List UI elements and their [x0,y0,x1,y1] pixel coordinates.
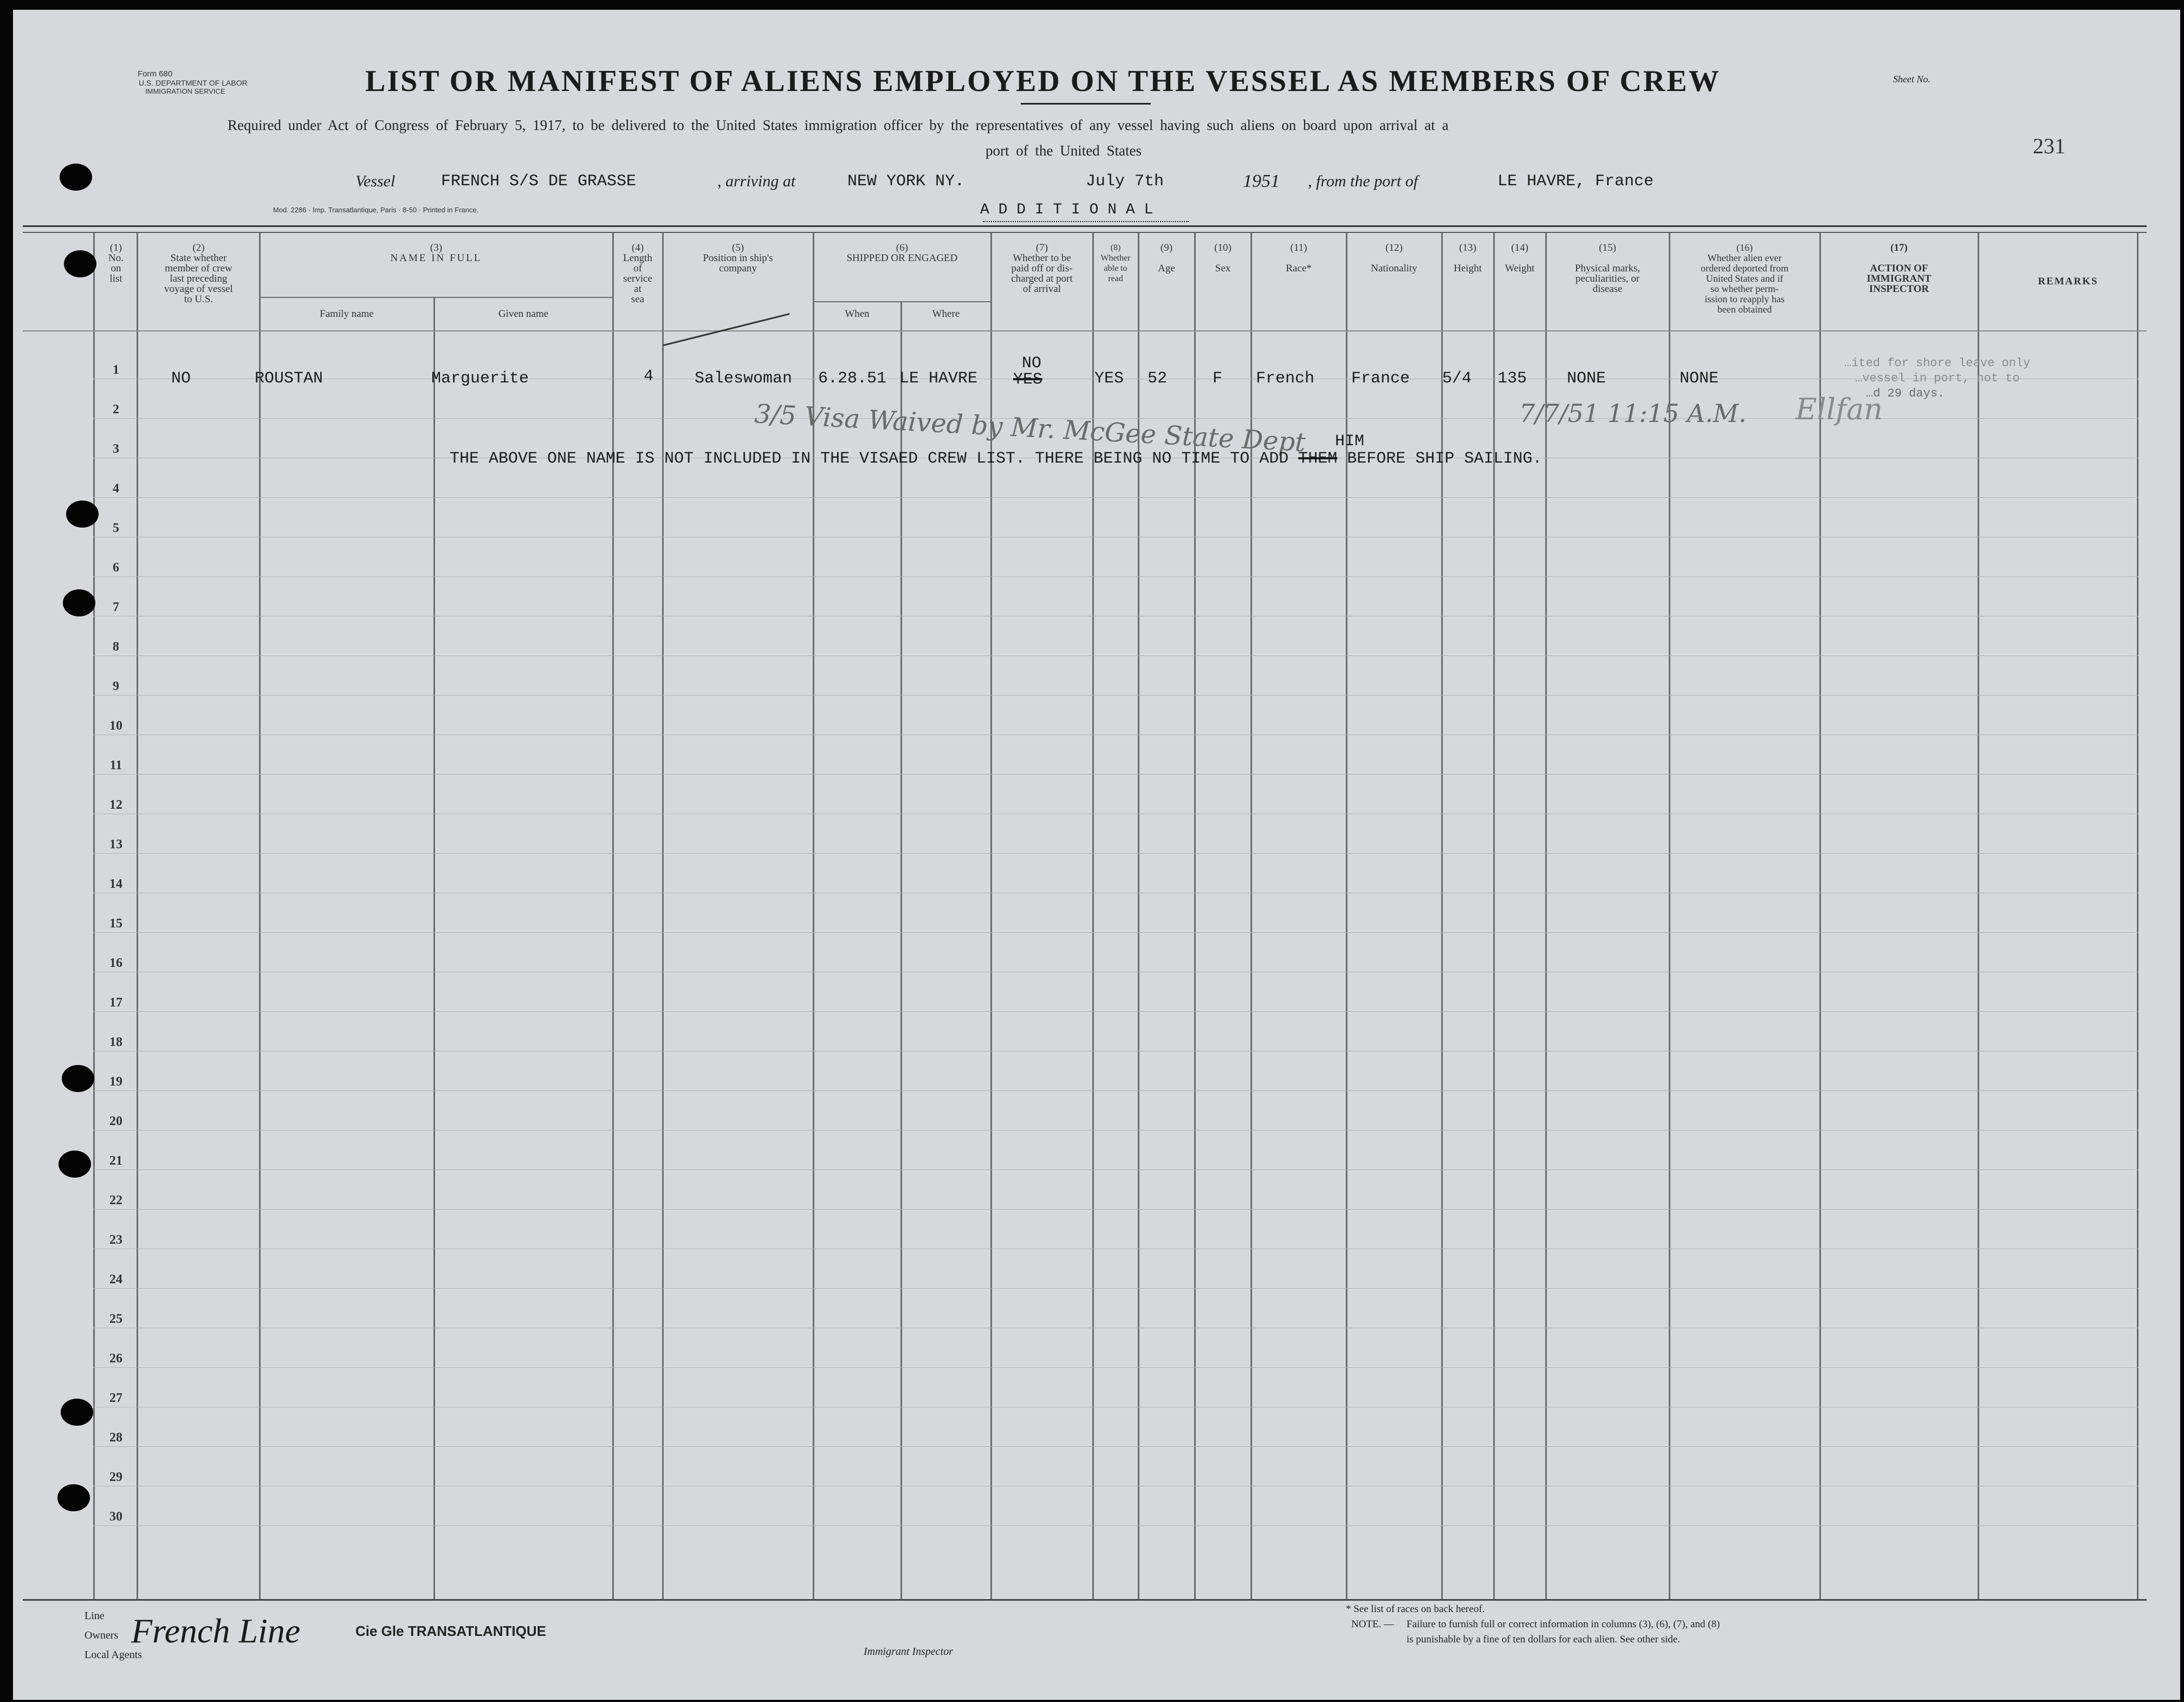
given-name-header: Given name [498,308,549,320]
col-label: No. on list [108,252,124,284]
col-rule [1819,233,1821,1599]
manifest-sheet [13,10,2180,1700]
col-label: Whether to be paid off or dis- charged at port of arrival [1011,252,1073,295]
row-rule [93,1367,2138,1368]
row-number: 28 [109,1431,122,1445]
row-rule [93,695,2138,696]
punch-hole [66,501,99,528]
entry-weight: 135 [1498,369,1527,388]
col-num: (4) [631,242,644,254]
row-number: 21 [109,1154,122,1168]
punch-hole [61,1399,93,1426]
col-label: ACTION OF IMMIGRANT INSPECTOR [1867,263,1932,295]
row-rule [93,655,2138,656]
header-rule-2 [23,232,2147,233]
row-number: 2 [113,402,119,417]
vessel-label: Vessel [355,172,396,190]
entry-physical-marks: NONE [1567,369,1606,388]
col-num: (5) [731,242,744,254]
row-number: 23 [109,1233,122,1247]
where-header: Where [932,308,960,320]
col-9-header [1139,243,1194,274]
col-label: Sex [1215,263,1231,274]
row-rule [93,1090,2138,1091]
entry-deported: NONE [1680,369,1719,388]
row3-inserted-word: HIM [1335,432,1365,451]
line-label: Line [85,1610,105,1622]
race-note: * See list of races on back hereof. [1346,1603,1485,1615]
col-label: Position in ship's company [703,252,773,274]
entry-nationality: France [1351,369,1410,388]
row-number: 6 [113,561,119,575]
page-title: LIST OR MANIFEST OF ALIENS EMPLOYED ON THE VESSEL AS MEMBERS OF CREW [365,64,1721,98]
row-number: 5 [113,521,119,535]
entry-family-name: ROUSTAN [255,369,323,388]
entry-sex: F [1213,369,1223,388]
col-label: SHIPPED OR ENGAGED [846,252,958,264]
col-num: (12) [1385,242,1403,254]
remarks-header: REMARKS [2038,276,2098,287]
row-number: 11 [109,758,122,772]
entry-shipped-when: 6.28.51 [818,369,887,388]
title-underline [1021,103,1151,105]
note-text: THE ABOVE ONE NAME IS NOT INCLUDED IN THE VISAED CREW LIST. THERE BEING NO TIME TO ADD [450,450,1299,468]
note-struck-word: THEM [1298,450,1338,468]
col-rule [1669,233,1670,1599]
row-number: 18 [109,1035,122,1049]
row-number: 22 [109,1193,122,1207]
row-number: 15 [109,917,122,931]
row-rule [93,1288,2138,1289]
form-number: Form 680 [138,69,173,79]
col-num: (8) [1110,243,1121,252]
row-rule [93,1209,2138,1210]
row-number: 19 [109,1075,122,1089]
entry-position: Saleswoman [695,369,793,388]
note-text-2: is punishable by a fine of ten dollars for each alien. See other side. [1407,1634,1680,1645]
service-name: IMMIGRATION SERVICE [145,87,225,95]
col-label: Length of service at sea [623,252,652,305]
arriving-label: , arriving at [717,172,796,190]
row-number: 24 [109,1272,122,1287]
punch-hole [63,589,95,616]
row-number: 14 [109,877,122,891]
row-number: 26 [109,1352,122,1366]
note-text-end: BEFORE SHIP SAILING. [1337,450,1543,468]
page-number: 231 [2033,134,2065,158]
inspector-stamp-line-2: …vessel in port, not to [1855,372,2020,385]
header-rule [23,225,2147,227]
from-port-label: , from the port of [1308,172,1418,190]
col-num: (9) [1160,242,1173,254]
family-name-header: Family name [320,308,374,320]
row-rule [93,774,2138,775]
ink-stroke [663,313,790,346]
col-label: State whether member of crew last preceding voyage of vessel to U.S. [164,252,233,305]
row-number: 4 [113,482,119,496]
company-name: Cie Gle TRANSATLANTIQUE [355,1623,546,1639]
entry-paid-off: NO [1022,354,1042,373]
row-rule [93,1446,2138,1447]
entry-race: French [1256,369,1315,388]
row-rule [93,1011,2138,1012]
required-text: Required under Act of Congress of February 5, 1917, to be delivered to the United States immigration officer by the representatives of any vessel having such aliens on board upon arrival at a [228,117,1449,133]
col-7-header [991,243,1092,294]
handwritten-date: 7/7/51 11:15 A.M. [1519,399,1747,428]
col-num: (2) [192,242,205,254]
local-agents-label: Local Agents [85,1649,142,1661]
entry-given-name: Marguerite [431,369,529,388]
col-rule [1493,233,1495,1599]
arrival-year: 1951 [1243,171,1280,191]
col-rule [1545,233,1547,1599]
punch-hole [59,1151,91,1178]
col-rule [433,298,435,1599]
col-label: Weight [1505,263,1535,274]
from-port: LE HAVRE, France [1498,172,1654,191]
french-line-logo: French Line [131,1612,301,1650]
col-label: Physical marks, peculiarities, or disease [1574,263,1641,295]
col-rule [1978,233,1979,1599]
col-6-header [814,243,990,263]
row-number: 12 [109,798,122,812]
name-subheader-rule [260,297,612,298]
note-label: NOTE. — [1351,1619,1395,1630]
col-1-header [94,243,138,284]
col-14-header [1494,243,1545,274]
when-header: When [845,308,870,320]
col-label: NAME IN FULL [390,252,482,264]
entry-paid-off-struck: YES [1013,371,1043,389]
col-num: (7) [1035,242,1048,254]
col-label: Age [1158,263,1175,274]
punch-hole [57,1484,90,1511]
row-rule [93,932,2138,933]
footer-rule [23,1599,2147,1601]
col-num: (16) [1736,242,1753,253]
punch-hole [62,1065,94,1092]
col-rule [2137,233,2138,1599]
entry-height: 5/4 [1442,369,1472,388]
row-number: 29 [109,1470,122,1484]
row-rule [93,1525,2138,1526]
inspector-stamp-line-3: …d 29 days. [1866,387,1945,400]
col-num: (10) [1214,242,1232,254]
row-number: 10 [109,719,122,733]
row-number: 9 [113,679,119,693]
row-number: 16 [109,956,122,970]
row-number: 17 [109,996,122,1010]
additional-stamp: A D D I T I O N A L [980,202,1153,218]
col-num: (11) [1290,242,1307,254]
row-number: 13 [109,837,122,852]
punch-hole [64,250,96,277]
col-num: (15) [1599,242,1616,254]
col-num: (14) [1511,242,1528,254]
handwritten-initials: Ellfan [1796,392,1883,426]
col-rule [662,233,664,1599]
col-10-header [1195,243,1250,274]
row-number: 8 [113,640,119,654]
row-rule [93,497,2138,498]
col-17-header [1820,243,1978,294]
immigrant-inspector-label: Immigrant Inspector [864,1646,953,1658]
punch-hole [60,164,92,191]
arriving-port: NEW YORK NY. [847,172,965,191]
col-8-header [1093,243,1138,284]
col-label: Whether alien ever ordered deported from United States and if so whether perm- ission to reapply has been obtained [1701,252,1788,315]
row-number: 3 [113,442,119,456]
header-bottom-rule [23,330,2147,332]
col-rule [259,233,261,1599]
arrival-date: July 7th [1086,172,1164,191]
entry-able-to-read: YES [1094,369,1124,388]
col-label: Whether able to read [1100,254,1131,283]
entry-shipped-where: LE HAVRE [899,369,978,388]
note-text-1: Failure to furnish full or correct information in columns (3), (6), (7), and (8) [1407,1619,1720,1630]
col-5-header [663,243,813,274]
col-16-header [1670,243,1819,315]
entry-length-service: 4 [644,367,654,386]
col-11-header [1252,243,1346,274]
col-num: (3) [430,242,443,254]
printer-line: Mod. 2286 · Imp. Transatlantique, Paris · 8-50 · Printed in France. [273,206,479,214]
row-rule [93,853,2138,854]
row-number: 30 [109,1510,122,1524]
row-number: 25 [109,1312,122,1326]
col-3-header [260,243,612,263]
entry-age: 52 [1148,369,1168,388]
col-15-header [1546,243,1669,294]
col-label: Nationality [1371,263,1417,274]
col-label: Height [1454,263,1482,274]
col-2-header [138,243,260,304]
col-13-header [1442,243,1493,274]
inspector-stamp-line-1: …ited for shore leave only [1844,356,2031,370]
required-text-2: port of the United States [986,142,1142,159]
row-number: 7 [113,600,119,614]
row3-note [450,450,1542,468]
row-number: 1 [113,363,119,377]
owners-label: Owners [85,1629,119,1641]
col-rule [1441,233,1443,1599]
vessel-name: FRENCH S/S DE GRASSE [441,172,637,191]
entry-last-voyage: NO [171,369,191,388]
col-rule [612,233,614,1599]
col-num: (6) [896,242,909,254]
col-12-header [1347,243,1441,274]
col-num: (1) [109,242,122,254]
handwritten-visa-note: 3/5 Visa Waived by Mr. McGee State Dept [754,399,1306,458]
sheet-number-label: Sheet No. [1893,74,1930,85]
col-4-header [613,243,662,304]
shipped-subheader-rule [814,301,990,302]
col-rule [813,233,814,1599]
row-rule [93,1130,2138,1131]
col-num: (17) [1890,242,1908,254]
row-number: 20 [109,1114,122,1128]
col-label: Race* [1286,263,1312,274]
row-number: 27 [109,1391,122,1405]
department-name: U.S. DEPARTMENT OF LABOR [139,79,248,87]
col-num: (13) [1459,242,1476,254]
row-rule [93,576,2138,577]
